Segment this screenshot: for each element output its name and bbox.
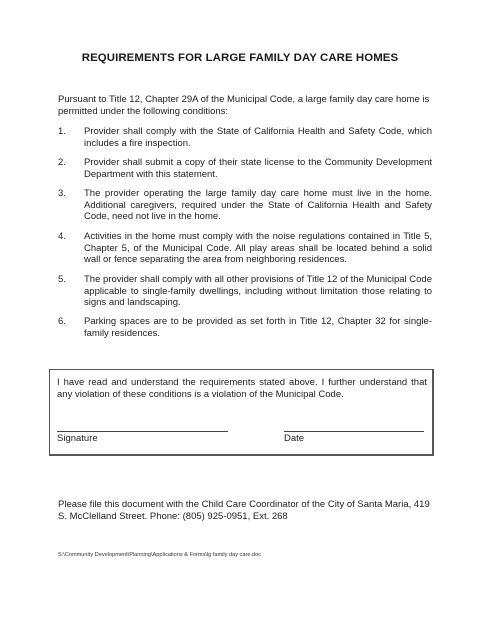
signature-line[interactable] bbox=[57, 431, 228, 432]
condition-text: Activities in the home must comply with the noise regulations contained in Title 5, Chapter 5, of the Municipal Code. All play areas shall be located behind a solid wall or fence separating the area from neighboring residences. bbox=[84, 231, 432, 266]
condition-text: The provider operating the large family day care home must live in the home. Additional caregivers, required under the State of California Health and Safety Code, need not live in the home. bbox=[84, 188, 432, 223]
date-label: Date bbox=[284, 433, 305, 444]
condition-number: 6. bbox=[58, 316, 66, 327]
condition-text: Parking spaces are to be provided as set forth in Title 12, Chapter 32 for single-family residences. bbox=[84, 316, 432, 339]
condition-text: Provider shall comply with the State of California Health and Safety Code, which includes a fire inspection. bbox=[84, 126, 432, 149]
condition-number: 3. bbox=[58, 188, 66, 199]
acknowledgement-text: I have read and understand the requirements stated above. I further understand that any violation of these conditions is a violation of the Municipal Code. bbox=[57, 377, 427, 400]
condition-number: 2. bbox=[58, 157, 66, 168]
file-path: S:\Community Development\Planning\Applications & Forms\lg family day care.doc bbox=[58, 552, 262, 558]
condition-number: 4. bbox=[58, 231, 66, 242]
filing-instructions: Please file this document with the Child Care Coordinator of the City of Santa Maria, 419 S. McClelland Street. Phone: (805) 925-0951, Ext. 268 bbox=[58, 499, 430, 522]
condition-number: 5. bbox=[58, 274, 66, 285]
date-line[interactable] bbox=[284, 431, 424, 432]
condition-text: The provider shall comply with all other provisions of Title 12 of the Municipal Code applicable to single-family dwellings, including without limitation those relating to signs and landscaping. bbox=[84, 274, 432, 309]
condition-number: 1. bbox=[58, 126, 66, 137]
document-title: REQUIREMENTS FOR LARGE FAMILY DAY CARE HOMES bbox=[81, 52, 399, 64]
condition-text: Provider shall submit a copy of their state license to the Community Development Department with this statement. bbox=[84, 157, 432, 180]
signature-label: Signature bbox=[57, 433, 98, 444]
intro-paragraph: Pursuant to Title 12, Chapter 29A of the Municipal Code, a large family day care home is permitted under the following conditions: bbox=[58, 94, 430, 117]
acknowledgement-box bbox=[49, 369, 434, 456]
